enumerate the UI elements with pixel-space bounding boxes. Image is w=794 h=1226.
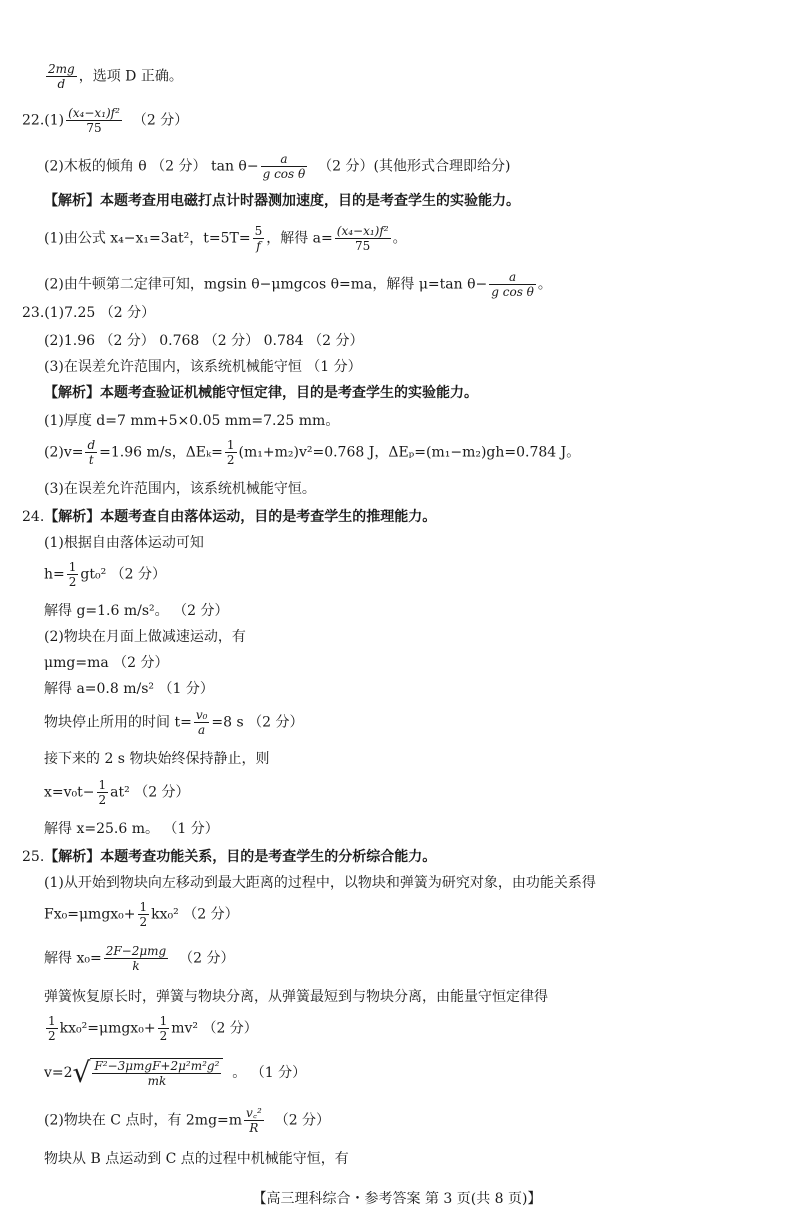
line-15: (1)根据自由落体运动可知 [44, 535, 204, 551]
line-21: 物块停止所用的时间 t= $\frac{\text{v₀}}{a}$ =8 s （2 分） [44, 708, 304, 737]
line-09: (3)在误差允许范围内，该系统机械能守恒 （1 分） [44, 359, 362, 375]
line-07: 23.(1)7.25 （2 分） [22, 305, 156, 321]
fraction: $\frac{\text{v₀}}{a}$ [195, 708, 208, 737]
line-29: 弹簧恢复原长时，弹簧与物块分离，从弹簧最短到与物块分离，由能量守恒定律得 [44, 989, 548, 1005]
line-04: 【解析】本题考查用电磁打点计时器测加速度，目的是考查学生的实验能力。 [44, 193, 520, 209]
fraction: $\frac{\text{2F−2μmg}}{k}$ [105, 944, 167, 973]
line-33: 物块从 B 点运动到 C 点的过程中机械能守恒，有 [44, 1151, 349, 1167]
fraction: $\frac{1}{2}$ [226, 438, 235, 467]
square-root [73, 1058, 224, 1088]
fraction: $\frac{\text{F²−3μmgF+2μ²m²g²}}{mk}$ [94, 1059, 220, 1088]
fraction: $\frac{1}{2}$ [68, 560, 77, 589]
page-footer: 【高三理科综合・参考答案 第 3 页(共 8 页)】 [252, 1191, 542, 1207]
fraction: $\frac{2mg}{d}$ [48, 62, 75, 91]
fraction: $\frac{\text{v꜀²}}{R}$ [246, 1106, 262, 1135]
fraction: $\frac{d}{t}$ [87, 438, 96, 467]
radical-sign: √ [72, 1056, 91, 1089]
line-31: v=2√ $\frac{\text{F²−3μmgF+2μ²m²g²}}{mk}$ 。 （1 分） [44, 1056, 307, 1089]
line-14: 24.【解析】本题考查自由落体运动，目的是考查学生的推理能力。 [22, 509, 437, 525]
fraction: $\frac{\text{(x₄−x₁)f²}}{75}$ [336, 224, 389, 253]
line-23: x=v₀t− $\frac{1}{2}$ at² （2 分） [44, 778, 190, 807]
fraction: $\frac{a}{\text{g cos θ}}$ [262, 152, 306, 181]
fraction: $\frac{1}{2}$ [139, 900, 148, 929]
line-30: $\frac{1}{2}$ kx₀²=μmgx₀+ $\frac{1}{2}$ mv² （2 分） [48, 1014, 258, 1043]
line-26: (1)从开始到物块向左移动到最大距离的过程中，以物块和弹簧为研究对象，由功能关系得 [44, 875, 596, 891]
line-28: 解得 x₀= $\frac{\text{2F−2μmg}}{k}$ （2 分） [44, 944, 235, 973]
line-08: (2)1.96 （2 分） 0.768 （2 分） 0.784 （2 分） [44, 333, 364, 349]
fraction: $\frac{1}{2}$ [48, 1014, 56, 1043]
line-18: (2)物块在月面上做减速运动，有 [44, 629, 246, 645]
line-06: (2)由牛顿第二定律可知，mgsin θ−μmgcos θ=ma，解得 μ=tan θ− $\frac{a}{\text{g cos θ}}$ 。 [44, 270, 552, 299]
line-24: 解得 x=25.6 m。 （1 分） [44, 821, 219, 837]
line-02: 22.(1) $\frac{\text{(x₄−x₁)f²}}{75}$ （2 分） [22, 106, 189, 135]
line-16: h= $\frac{1}{2}$ gt₀² （2 分） [44, 560, 167, 589]
line-22: 接下来的 2 s 物块始终保持静止，则 [44, 751, 270, 767]
line-12: (2)v= $\frac{d}{t}$ =1.96 m/s，ΔEₖ= $\frac{1}{2}$ (m₁+m₂)v²=0.768 J，ΔEₚ=(m₁−m₂)gh=0.784 J。 [44, 438, 581, 467]
line-27: Fx₀=μmgx₀+ $\frac{1}{2}$ kx₀² （2 分） [44, 900, 239, 929]
line-13: (3)在误差允许范围内，该系统机械能守恒。 [44, 481, 316, 497]
fraction: $\frac{1}{2}$ [98, 778, 107, 807]
line-10: 【解析】本题考查验证机械能守恒定律，目的是考查学生的实验能力。 [44, 385, 478, 401]
line-11: (1)厚度 d=7 mm+5×0.05 mm=7.25 mm。 [44, 413, 340, 429]
line-32: (2)物块在 C 点时，有 2mg=m $\frac{\text{v꜀²}}{R}$ （2 分） [44, 1106, 331, 1135]
fraction: $\frac{1}{2}$ [159, 1014, 168, 1043]
fraction: $\frac{\text{(x₄−x₁)f²}}{75}$ [68, 106, 120, 135]
line-20: 解得 a=0.8 m/s² （1 分） [44, 681, 214, 697]
fraction: $\frac{5}{f}$ [254, 224, 263, 253]
line-05: (1)由公式 x₄−x₁=3at²，t=5T= $\frac{5}{f}$ ，解得 a= $\frac{\text{(x₄−x₁)f²}}{75}$ 。 [44, 224, 407, 253]
line-03: (2)木板的倾角 θ （2 分） tan θ− $\frac{a}{\text{g cos θ}}$ （2 分）(其他形式合理即给分) [44, 152, 511, 181]
line-25: 25.【解析】本题考查功能关系，目的是考查学生的分析综合能力。 [22, 849, 437, 865]
line-01: $\frac{2mg}{d}$ ，选项 D 正确。 [48, 62, 183, 91]
line-19: μmg=ma （2 分） [44, 655, 169, 671]
fraction: $\frac{a}{\text{g cos θ}}$ [491, 270, 534, 299]
line-17: 解得 g=1.6 m/s²。 （2 分） [44, 603, 229, 619]
